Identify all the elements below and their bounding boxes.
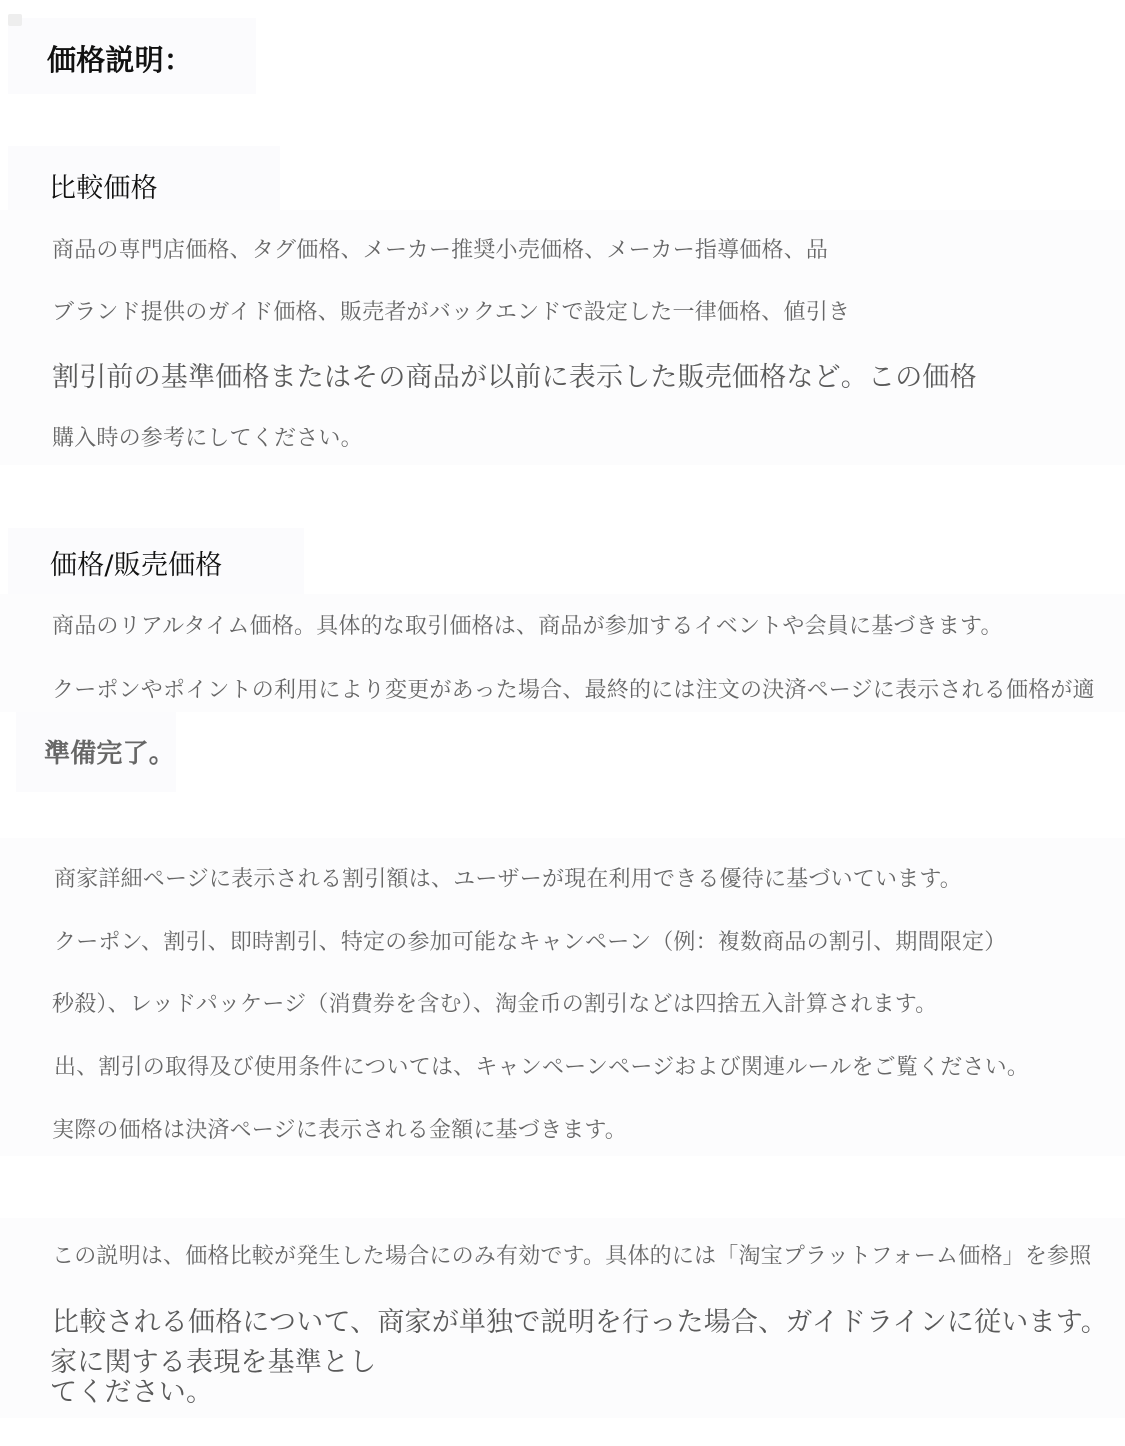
section1-line-1: 商品の専門店価格、タグ価格、メーカー推奨小売価格、メーカー指導価格、品 [52,238,829,263]
ready-status-text: 準備完了。 [44,739,176,769]
section1-line-2: ブランド提供のガイド価格、販売者がバックエンドで設定した一律価格、値引き [52,300,851,325]
corner-mark [8,14,22,26]
section1-heading: 比較価格 [49,173,158,204]
section3-line-4: 出、割引の取得及び使用条件については、キャンペーンページおよび関連ルールをご覧ください。 [54,1055,1030,1080]
section4-line-2: 比較される価格について、商家が単独で説明を行った場合、ガイドラインに従います。 [52,1307,1108,1338]
section4-line-1: この説明は、価格比較が発生した場合にのみ有効です。具体的には「淘宝プラットフォーム価格」を参照 [52,1244,1092,1269]
section3-line-1: 商家詳細ページに表示される割引額は、ユーザーが現在利用できる優待に基づいています。 [54,867,963,892]
section2-line-1: 商品のリアルタイム価格。具体的な取引価格は、商品が参加するイベントや会員に基づきます。 [52,614,1003,639]
section2-heading: 価格/販売価格 [50,550,223,581]
section4-tail-line-2: てください。 [50,1377,214,1408]
section3-line-3: 秒殺）、レッドパッケージ（消費券を含む）、淘金币の割引などは四捨五入計算されます。 [52,992,938,1017]
section4-tail-line-1: 家に関する表現を基準とし [50,1347,377,1378]
section3-line-5: 実際の価格は決済ページに表示される金額に基づきます。 [52,1118,628,1143]
section1-line-3: 割引前の基準価格またはその商品が以前に表示した販売価格など。この価格 [52,362,977,393]
section1-line-4: 購入時の参考にしてください。 [52,426,363,451]
section2-line-2: クーポンやポイントの利用により変更があった場合、最終的には注文の決済ページに表示される価格が適 [52,678,1095,703]
section3-line-2: クーポン、割引、即時割引、特定の参加可能なキャンペーン（例：複数商品の割引、期間限定） [54,930,1007,955]
page-title: 価格説明： [47,43,194,77]
